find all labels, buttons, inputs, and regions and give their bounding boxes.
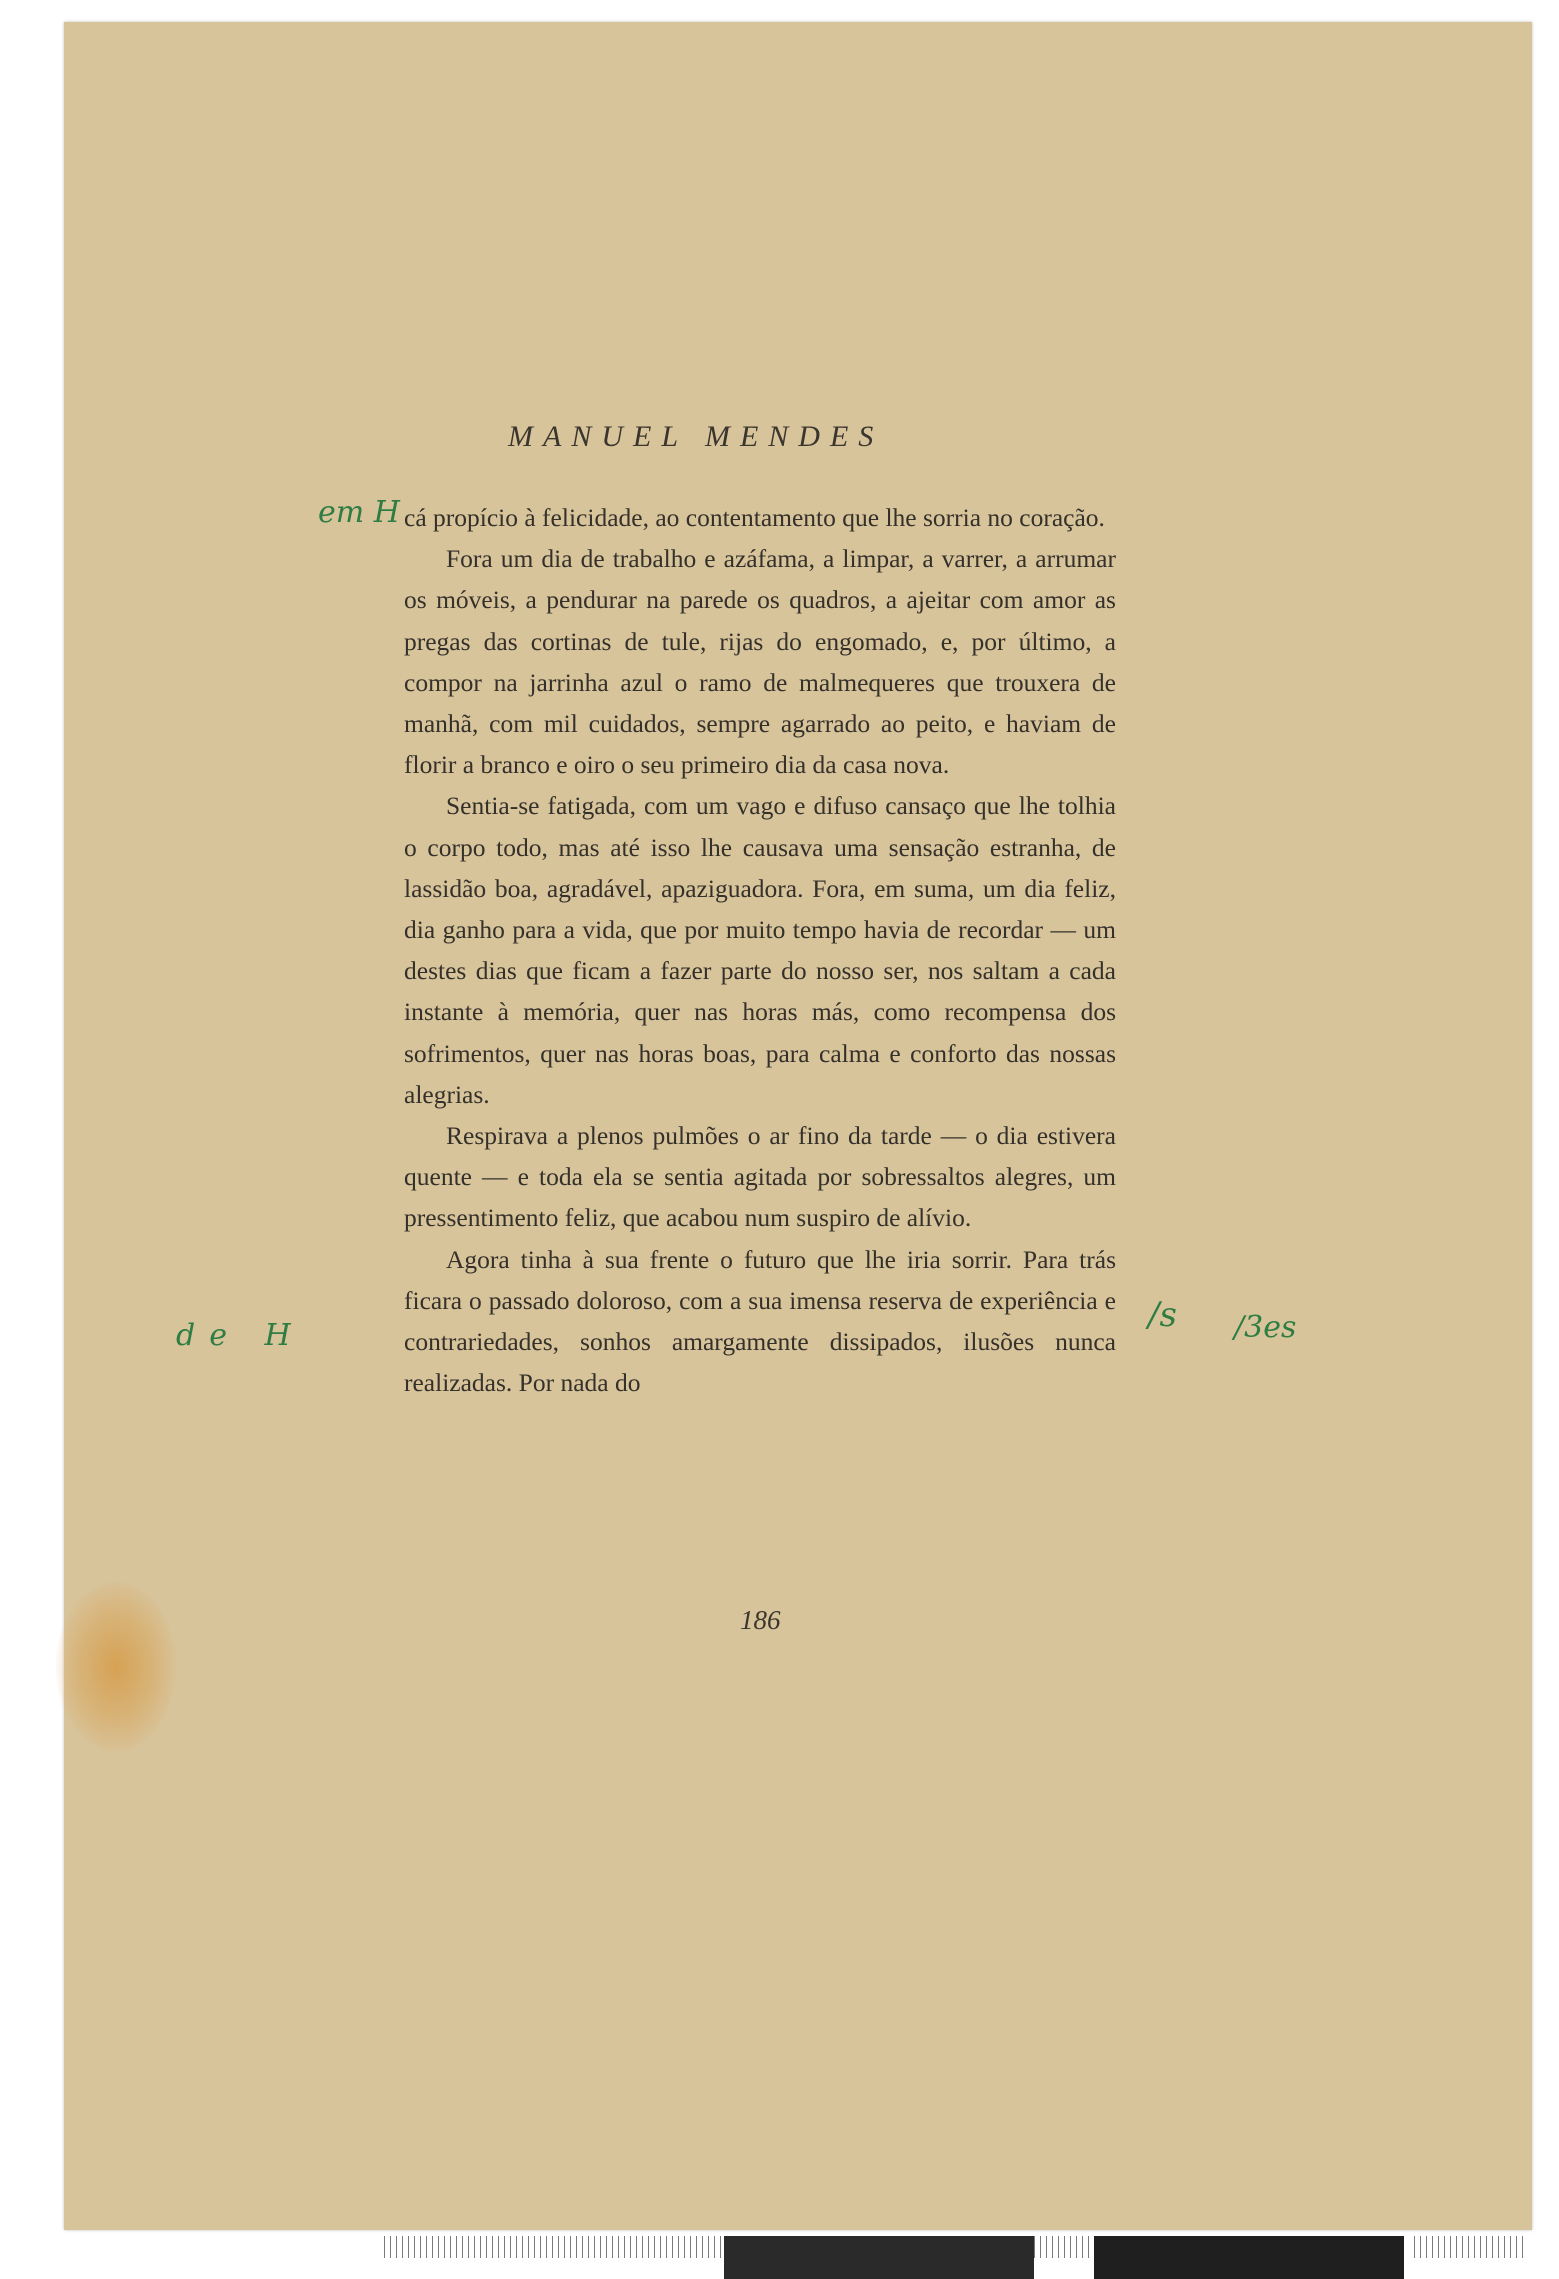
ruler-ticks bbox=[384, 2236, 724, 2258]
ruler-ticks-end bbox=[1414, 2236, 1524, 2258]
page-number: 186 bbox=[740, 1605, 781, 1635]
paragraph-3: Sentia-se fatigada, com um vago e difuso cansaço que lhe tolhia o corpo todo, mas até isso lhe causava uma sensação estranha, de lassidão boa, agradável, apaziguadora. Fora, em suma, um dia feliz, dia ganho para a vida, que por muito tempo havia de recordar — um destes dias que ficam a fazer parte do nosso ser, nos saltam a cada instante à memória, quer nas horas más, como recompensa dos sofrimentos, quer nas horas boas, para calma e conforto das nossas alegrias. bbox=[404, 791, 1116, 1109]
margin-note-left-2: de H bbox=[176, 1318, 305, 1353]
margin-note-right-2: /3es bbox=[1234, 1310, 1297, 1345]
paper-stain bbox=[56, 1582, 176, 1752]
ruler-dark-block bbox=[724, 2236, 1034, 2279]
margin-note-left-1: em H bbox=[318, 495, 400, 530]
ruler-dark-block-2 bbox=[1094, 2236, 1404, 2279]
margin-note-right-1: /s bbox=[1148, 1295, 1177, 1335]
scale-ruler bbox=[384, 2236, 1524, 2279]
ruler-ticks-middle bbox=[1034, 2236, 1094, 2258]
body-text bbox=[404, 497, 1116, 1403]
running-head: MANUEL MENDES bbox=[508, 420, 884, 453]
paragraph-5: Agora tinha à sua frente o futuro que lhe iria sorrir. Para trás ficara o passado doloroso, com a sua imensa reserva de experiência e contrariedades, sonhos amargamente dissipados, ilusões nunca realizadas. Por nada do bbox=[404, 1244, 1116, 1398]
paragraph-4: Respirava a plenos pulmões o ar fino da tarde — o dia estivera quente — e toda ela se sentia agitada por sobressaltos alegres, um pressentimento feliz, que acabou num suspiro de alívio. bbox=[404, 1121, 1116, 1233]
paragraph-1: cá propício à felicidade, ao contentamento que lhe sorria no coração. bbox=[404, 503, 1105, 532]
paragraph-2: Fora um dia de trabalho e azáfama, a limpar, a varrer, a arrumar os móveis, a pendurar na parede os quadros, a ajeitar com amor as pregas das cortinas de tule, rijas do engomado, e, por último, a compor na jarrinha azul o ramo de malmequeres que trouxera de manhã, com mil cuidados, sempre agarrado ao peito, e haviam de florir a branco e oiro o seu primeiro dia da casa nova. bbox=[404, 544, 1116, 780]
